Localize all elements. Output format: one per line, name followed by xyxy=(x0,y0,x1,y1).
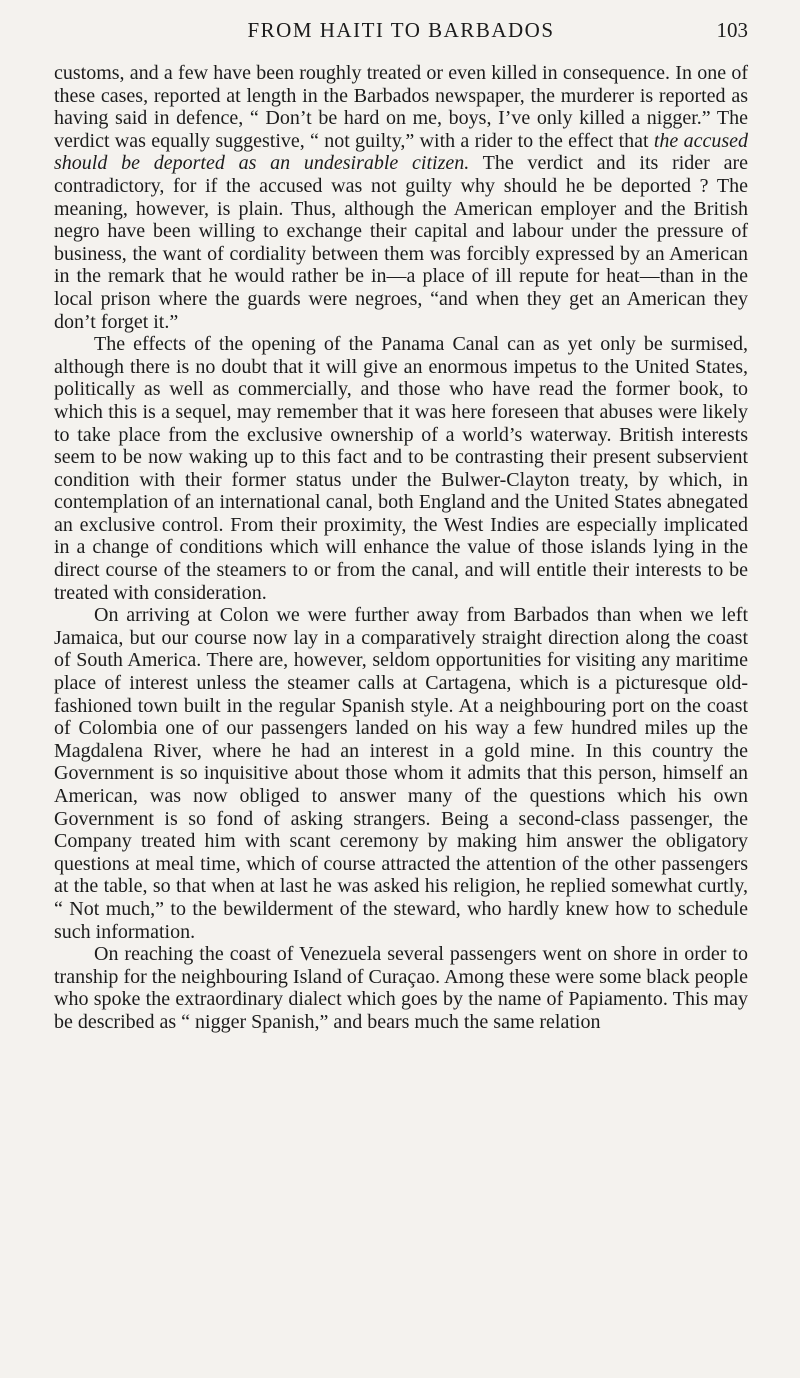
body-text xyxy=(54,62,748,1034)
page-number: 103 xyxy=(716,18,748,42)
running-head xyxy=(54,12,748,46)
paragraph-1 xyxy=(54,62,748,333)
paragraph-4 xyxy=(54,943,748,1033)
paragraph-1-text: customs, and a few have been roughly treated or even killed in consequence. In one of these cases, reported at length in the Barbados newspaper, the murderer is reported as having said in defence, “ Don’t be hard on me, boys, I’ve only killed a nigger.” The verdict was equally suggestive, “ not guilty,” with a rider to the effect that xyxy=(54,62,748,152)
paragraph-1-text-end: The verdict and its rider are contradictory, for if the accused was not guilty why should he be deported ? The meaning, however, is plain. Thus, although the American employer and the British negro have been willing to exchange their capital and labour under the pressure of business, the want of cordiality between them was forcibly expressed by an American in the remark that he would rather be in—a place of ill repute for heat—than in the local prison where the guards were negroes, “and when they get an American they don’t forget it.” xyxy=(54,152,748,333)
paragraph-2-text: The effects of the opening of the Panama Canal can as yet only be surmised, although there is no doubt that it will give an enormous impetus to the United States, politically as well as commercially, and those who have read the former book, to which this is a sequel, may remember that it was here foreseen that abuses were likely to take place from the exclusive ownership of a world’s waterway. British interests seem to be now waking up to this fact and to be contrasting their present subservient condition with their former status under the Bulwer-Clayton treaty, by which, in contemplation of an international canal, both England and the United States abnegated an exclusive control. From their proximity, the West Indies are especially implicated in a change of conditions which will enhance the value of those islands lying in the direct course of the steamers to or from the canal, and will entitle their interests to be treated with consideration. xyxy=(54,333,748,604)
paragraph-2 xyxy=(54,333,748,604)
paragraph-4-text: On reaching the coast of Venezuela several passengers went on shore in order to tranship for the neighbouring Island of Curaçao. Among these were some black people who spoke the extraordinary dialect which goes by the name of Papiamento. This may be described as “ nigger Spanish,” and bears much the same relation xyxy=(54,943,748,1033)
running-title: FROM HAITI TO BARBADOS xyxy=(247,18,555,42)
paragraph-3-text: On arriving at Colon we were further away from Barbados than when we left Jamaica, but our course now lay in a comparatively straight direction along the coast of South America. There are, however, seldom opportunities for visiting any maritime place of interest unless the steamer calls at Cartagena, which is a picturesque old-fashioned town built in the regular Spanish style. At a neighbouring port on the coast of Colombia one of our passengers landed on his way a few hundred miles up the Magdalena River, where he had an interest in a gold mine. In this country the Government is so inquisitive about those whom it admits that this person, himself an American, was now obliged to answer many of the questions which his own Government is so fond of asking strangers. Being a second-class passenger, the Company treated him with scant ceremony by making him answer the obligatory questions at meal time, which of course attracted the attention of the other passengers at the table, so that when at last he was asked his religion, he replied somewhat curtly, “ Not much,” to the bewilderment of the steward, who hardly knew how to schedule such information. xyxy=(54,604,748,943)
paragraph-3 xyxy=(54,604,748,943)
paragraph-1-italic-text: the accused should be deported as an undesirable citizen. xyxy=(54,129,748,175)
